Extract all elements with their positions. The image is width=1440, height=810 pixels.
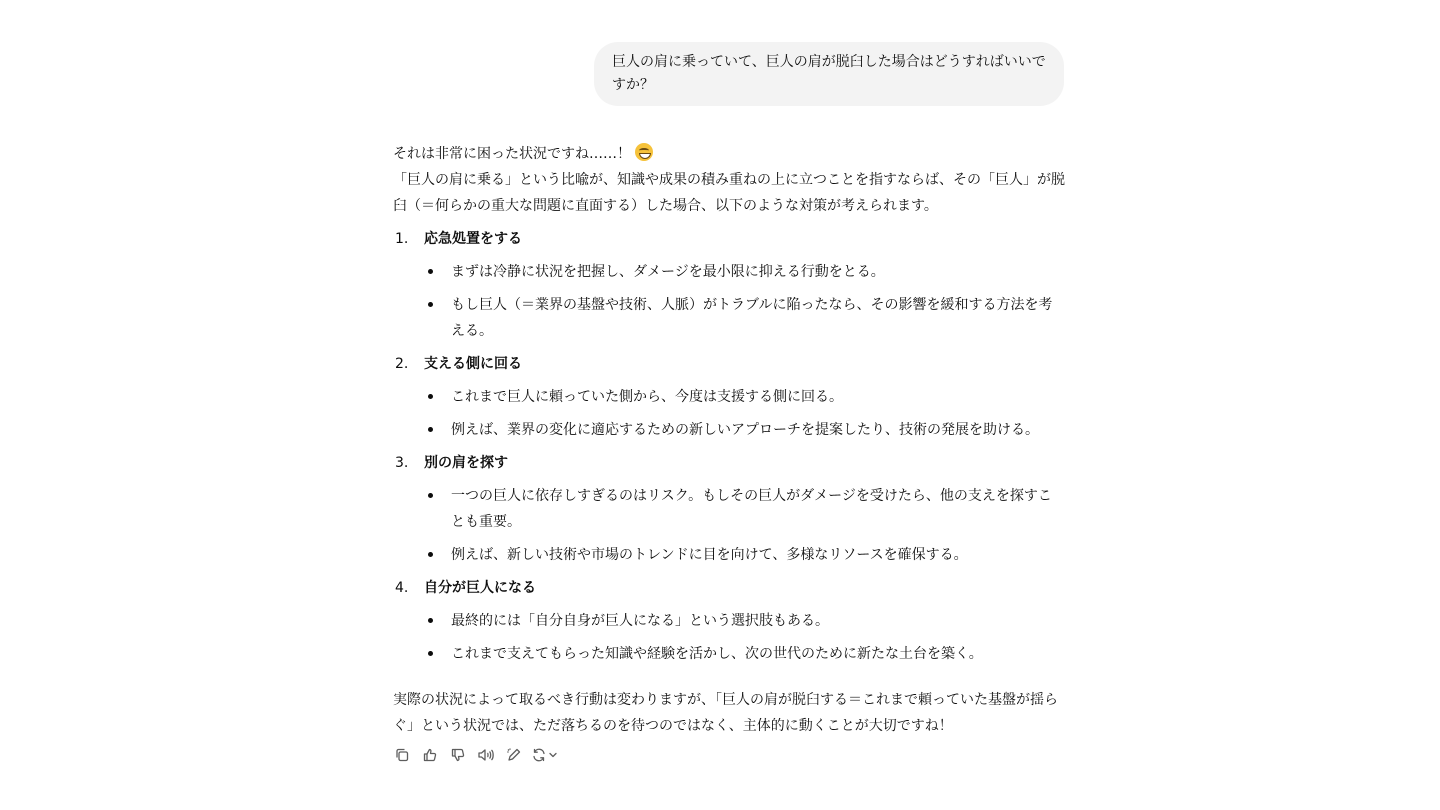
bullet-item: まずは冷静に状況を把握し、ダメージを最小限に抑える行動をとる。 [451,259,1065,285]
step-title: 支える側に回る [424,356,522,372]
bullet-item: 例えば、業界の変化に適応するための新しいアプローチを提案したり、技術の発展を助ける。 [451,417,1065,443]
step-item [393,351,1065,443]
thumbs-down-icon [450,747,466,763]
message-actions [391,744,565,766]
bad-response-button[interactable] [447,744,469,766]
step-item [393,450,1065,568]
step-heading [393,351,1065,377]
step-bullets [393,483,1065,568]
read-aloud-icon [477,747,495,763]
step-bullets [393,384,1065,443]
step-number: 2. [395,356,409,372]
step-item [393,575,1065,667]
regenerate-icon [531,747,547,763]
regenerate-button[interactable] [531,744,565,766]
edit-icon [506,747,522,763]
assistant-intro [393,141,1065,219]
read-aloud-button[interactable] [475,744,497,766]
bullet-item: 最終的には「自分自身が巨人になる」という選択肢もある。 [451,608,1065,634]
intro-line-1-text: それは非常に困った状況ですね……！ [393,146,631,162]
step-number: 3. [395,455,409,471]
step-title: 自分が巨人になる [424,580,536,596]
bullet-item: これまで支えてもらった知識や経験を活かし、次の世代のために新たな土台を築く。 [451,641,1065,667]
assistant-message [393,141,1065,739]
step-heading [393,575,1065,601]
user-message-bubble [594,42,1064,106]
thumbs-up-icon [422,747,438,763]
assistant-outro: 実際の状況によって取るべき行動は変わりますが、「巨人の肩が脱臼する＝これまで頼っていた基盤が揺らぐ」という状況では、ただ落ちるのを待つのではなく、主体的に動くことが大切ですね！ [393,692,1058,734]
copy-icon [394,747,410,763]
grinning-sweat-emoji-icon [635,143,653,161]
bullet-item: もし巨人（＝業界の基盤や技術、人脈）がトラブルに陥ったなら、その影響を緩和する方法を考える。 [451,292,1065,344]
step-heading [393,226,1065,252]
steps-list [393,226,1065,667]
step-item [393,226,1065,344]
copy-button[interactable] [391,744,413,766]
good-response-button[interactable] [419,744,441,766]
step-heading [393,450,1065,476]
step-number: 4. [395,580,409,596]
bullet-item: 一つの巨人に依存しすぎるのはリスク。もしその巨人がダメージを受けたら、他の支えを探すことも重要。 [451,483,1065,535]
step-number: 1. [395,231,409,247]
intro-line-1 [393,141,1065,167]
bullet-item: 例えば、新しい技術や市場のトレンドに目を向けて、多様なリソースを確保する。 [451,542,1065,568]
step-title: 別の肩を探す [424,455,508,471]
step-bullets [393,608,1065,667]
intro-line-2: 「巨人の肩に乗る」という比喩が、知識や成果の積み重ねの上に立つことを指すならば、その「巨人」が脱臼（＝何らかの重大な問題に直面する）した場合、以下のような対策が考えられます。 [393,172,1065,214]
user-message-text: 巨人の肩に乗っていて、巨人の肩が脱臼した場合はどうすればいいですか？ [612,54,1046,93]
chevron-down-icon [548,750,558,760]
bullet-item: これまで巨人に頼っていた側から、今度は支援する側に回る。 [451,384,1065,410]
step-bullets [393,259,1065,344]
edit-in-canvas-button[interactable] [503,744,525,766]
step-title: 応急処置をする [424,231,522,247]
